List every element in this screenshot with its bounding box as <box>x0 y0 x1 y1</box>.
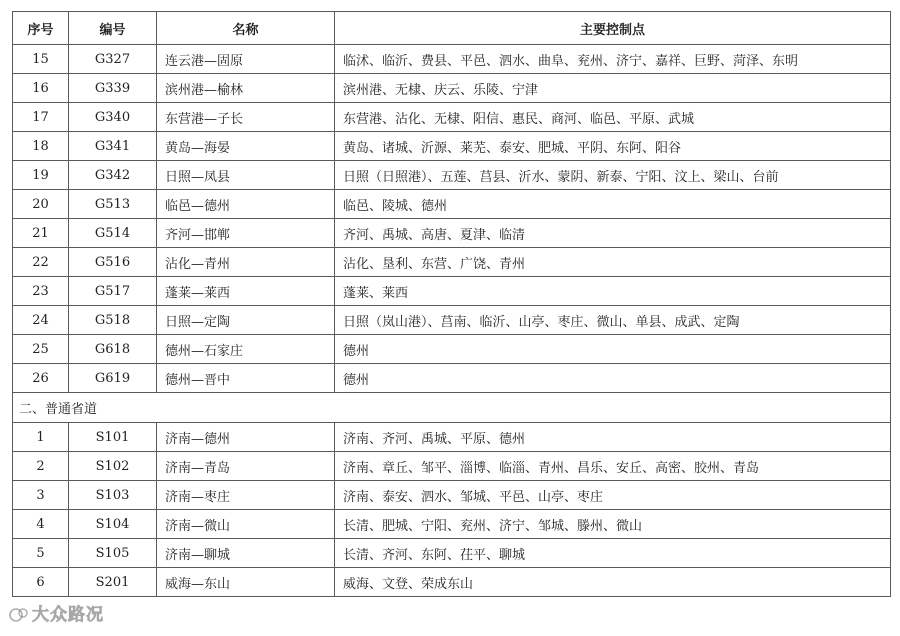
row-code: G327 <box>69 45 157 74</box>
row-code: G514 <box>69 219 157 248</box>
header-code: 编号 <box>69 12 157 45</box>
row-control-points: 滨州港、无棣、庆云、乐陵、宁津 <box>335 74 891 103</box>
national-road-rows <box>13 45 891 393</box>
section-label: 二、普通省道 <box>13 393 891 423</box>
table-row <box>13 132 891 161</box>
table-header-row <box>13 12 891 45</box>
row-index: 4 <box>13 510 69 539</box>
row-code: G513 <box>69 190 157 219</box>
row-code: G342 <box>69 161 157 190</box>
row-index: 17 <box>13 103 69 132</box>
row-index: 15 <box>13 45 69 74</box>
row-code: S101 <box>69 423 157 452</box>
section-row <box>13 393 891 423</box>
row-name: 德州—晋中 <box>157 364 335 393</box>
row-name: 黄岛—海晏 <box>157 132 335 161</box>
row-index: 19 <box>13 161 69 190</box>
row-code: G518 <box>69 306 157 335</box>
watermark-logo-icon <box>8 604 30 626</box>
row-name: 日照—定陶 <box>157 306 335 335</box>
row-index: 21 <box>13 219 69 248</box>
row-control-points: 济南、章丘、邹平、淄博、临淄、青州、昌乐、安丘、高密、胶州、青岛 <box>335 452 891 481</box>
row-control-points: 德州 <box>335 335 891 364</box>
row-index: 6 <box>13 568 69 597</box>
table-row <box>13 452 891 481</box>
row-index: 23 <box>13 277 69 306</box>
route-table <box>12 11 891 597</box>
row-index: 2 <box>13 452 69 481</box>
table-row <box>13 161 891 190</box>
row-index: 25 <box>13 335 69 364</box>
row-name: 济南—枣庄 <box>157 481 335 510</box>
table-row <box>13 481 891 510</box>
row-name: 威海—东山 <box>157 568 335 597</box>
table-row <box>13 510 891 539</box>
row-code: S102 <box>69 452 157 481</box>
table-row <box>13 364 891 393</box>
row-code: G619 <box>69 364 157 393</box>
table-row <box>13 423 891 452</box>
row-name: 临邑—德州 <box>157 190 335 219</box>
row-control-points: 齐河、禹城、高唐、夏津、临清 <box>335 219 891 248</box>
row-code: S201 <box>69 568 157 597</box>
row-index: 20 <box>13 190 69 219</box>
row-name: 沾化—青州 <box>157 248 335 277</box>
header-name: 名称 <box>157 12 335 45</box>
table-row <box>13 306 891 335</box>
table-row <box>13 219 891 248</box>
table-row <box>13 568 891 597</box>
row-name: 济南—青岛 <box>157 452 335 481</box>
row-index: 16 <box>13 74 69 103</box>
header-control-points: 主要控制点 <box>335 12 891 45</box>
provincial-road-rows <box>13 423 891 597</box>
table-row <box>13 103 891 132</box>
row-name: 济南—微山 <box>157 510 335 539</box>
header-index: 序号 <box>13 12 69 45</box>
row-code: G618 <box>69 335 157 364</box>
row-index: 5 <box>13 539 69 568</box>
row-index: 3 <box>13 481 69 510</box>
row-name: 济南—聊城 <box>157 539 335 568</box>
row-name: 济南—德州 <box>157 423 335 452</box>
row-code: S103 <box>69 481 157 510</box>
row-control-points: 沾化、垦利、东营、广饶、青州 <box>335 248 891 277</box>
row-code: S104 <box>69 510 157 539</box>
row-control-points: 蓬莱、莱西 <box>335 277 891 306</box>
table-row <box>13 335 891 364</box>
row-index: 24 <box>13 306 69 335</box>
watermark-text: 大众路况 <box>32 605 104 625</box>
row-index: 26 <box>13 364 69 393</box>
row-index: 22 <box>13 248 69 277</box>
row-control-points: 长清、肥城、宁阳、兖州、济宁、邹城、滕州、微山 <box>335 510 891 539</box>
row-control-points: 黄岛、诸城、沂源、莱芜、泰安、肥城、平阴、东阿、阳谷 <box>335 132 891 161</box>
row-name: 蓬莱—莱西 <box>157 277 335 306</box>
row-control-points: 长清、齐河、东阿、茌平、聊城 <box>335 539 891 568</box>
row-control-points: 日照（日照港）、五莲、莒县、沂水、蒙阴、新泰、宁阳、汶上、梁山、台前 <box>335 161 891 190</box>
row-name: 连云港—固原 <box>157 45 335 74</box>
row-name: 滨州港—榆林 <box>157 74 335 103</box>
table-row <box>13 539 891 568</box>
table-row <box>13 74 891 103</box>
row-index: 1 <box>13 423 69 452</box>
table-row <box>13 248 891 277</box>
row-control-points: 临沭、临沂、费县、平邑、泗水、曲阜、兖州、济宁、嘉祥、巨野、菏泽、东明 <box>335 45 891 74</box>
row-control-points: 日照（岚山港）、莒南、临沂、山亭、枣庄、微山、单县、成武、定陶 <box>335 306 891 335</box>
row-name: 齐河—邯郸 <box>157 219 335 248</box>
row-name: 德州—石家庄 <box>157 335 335 364</box>
row-code: G340 <box>69 103 157 132</box>
table-row <box>13 277 891 306</box>
row-control-points: 威海、文登、荣成东山 <box>335 568 891 597</box>
row-control-points: 济南、齐河、禹城、平原、德州 <box>335 423 891 452</box>
row-code: S105 <box>69 539 157 568</box>
table-row <box>13 190 891 219</box>
row-name: 日照—凤县 <box>157 161 335 190</box>
row-control-points: 东营港、沾化、无棣、阳信、惠民、商河、临邑、平原、武城 <box>335 103 891 132</box>
row-code: G339 <box>69 74 157 103</box>
row-index: 18 <box>13 132 69 161</box>
row-code: G516 <box>69 248 157 277</box>
row-code: G517 <box>69 277 157 306</box>
row-code: G341 <box>69 132 157 161</box>
table-row <box>13 45 891 74</box>
row-control-points: 德州 <box>335 364 891 393</box>
watermark <box>8 600 104 626</box>
row-name: 东营港—子长 <box>157 103 335 132</box>
row-control-points: 临邑、陵城、德州 <box>335 190 891 219</box>
row-control-points: 济南、泰安、泗水、邹城、平邑、山亭、枣庄 <box>335 481 891 510</box>
